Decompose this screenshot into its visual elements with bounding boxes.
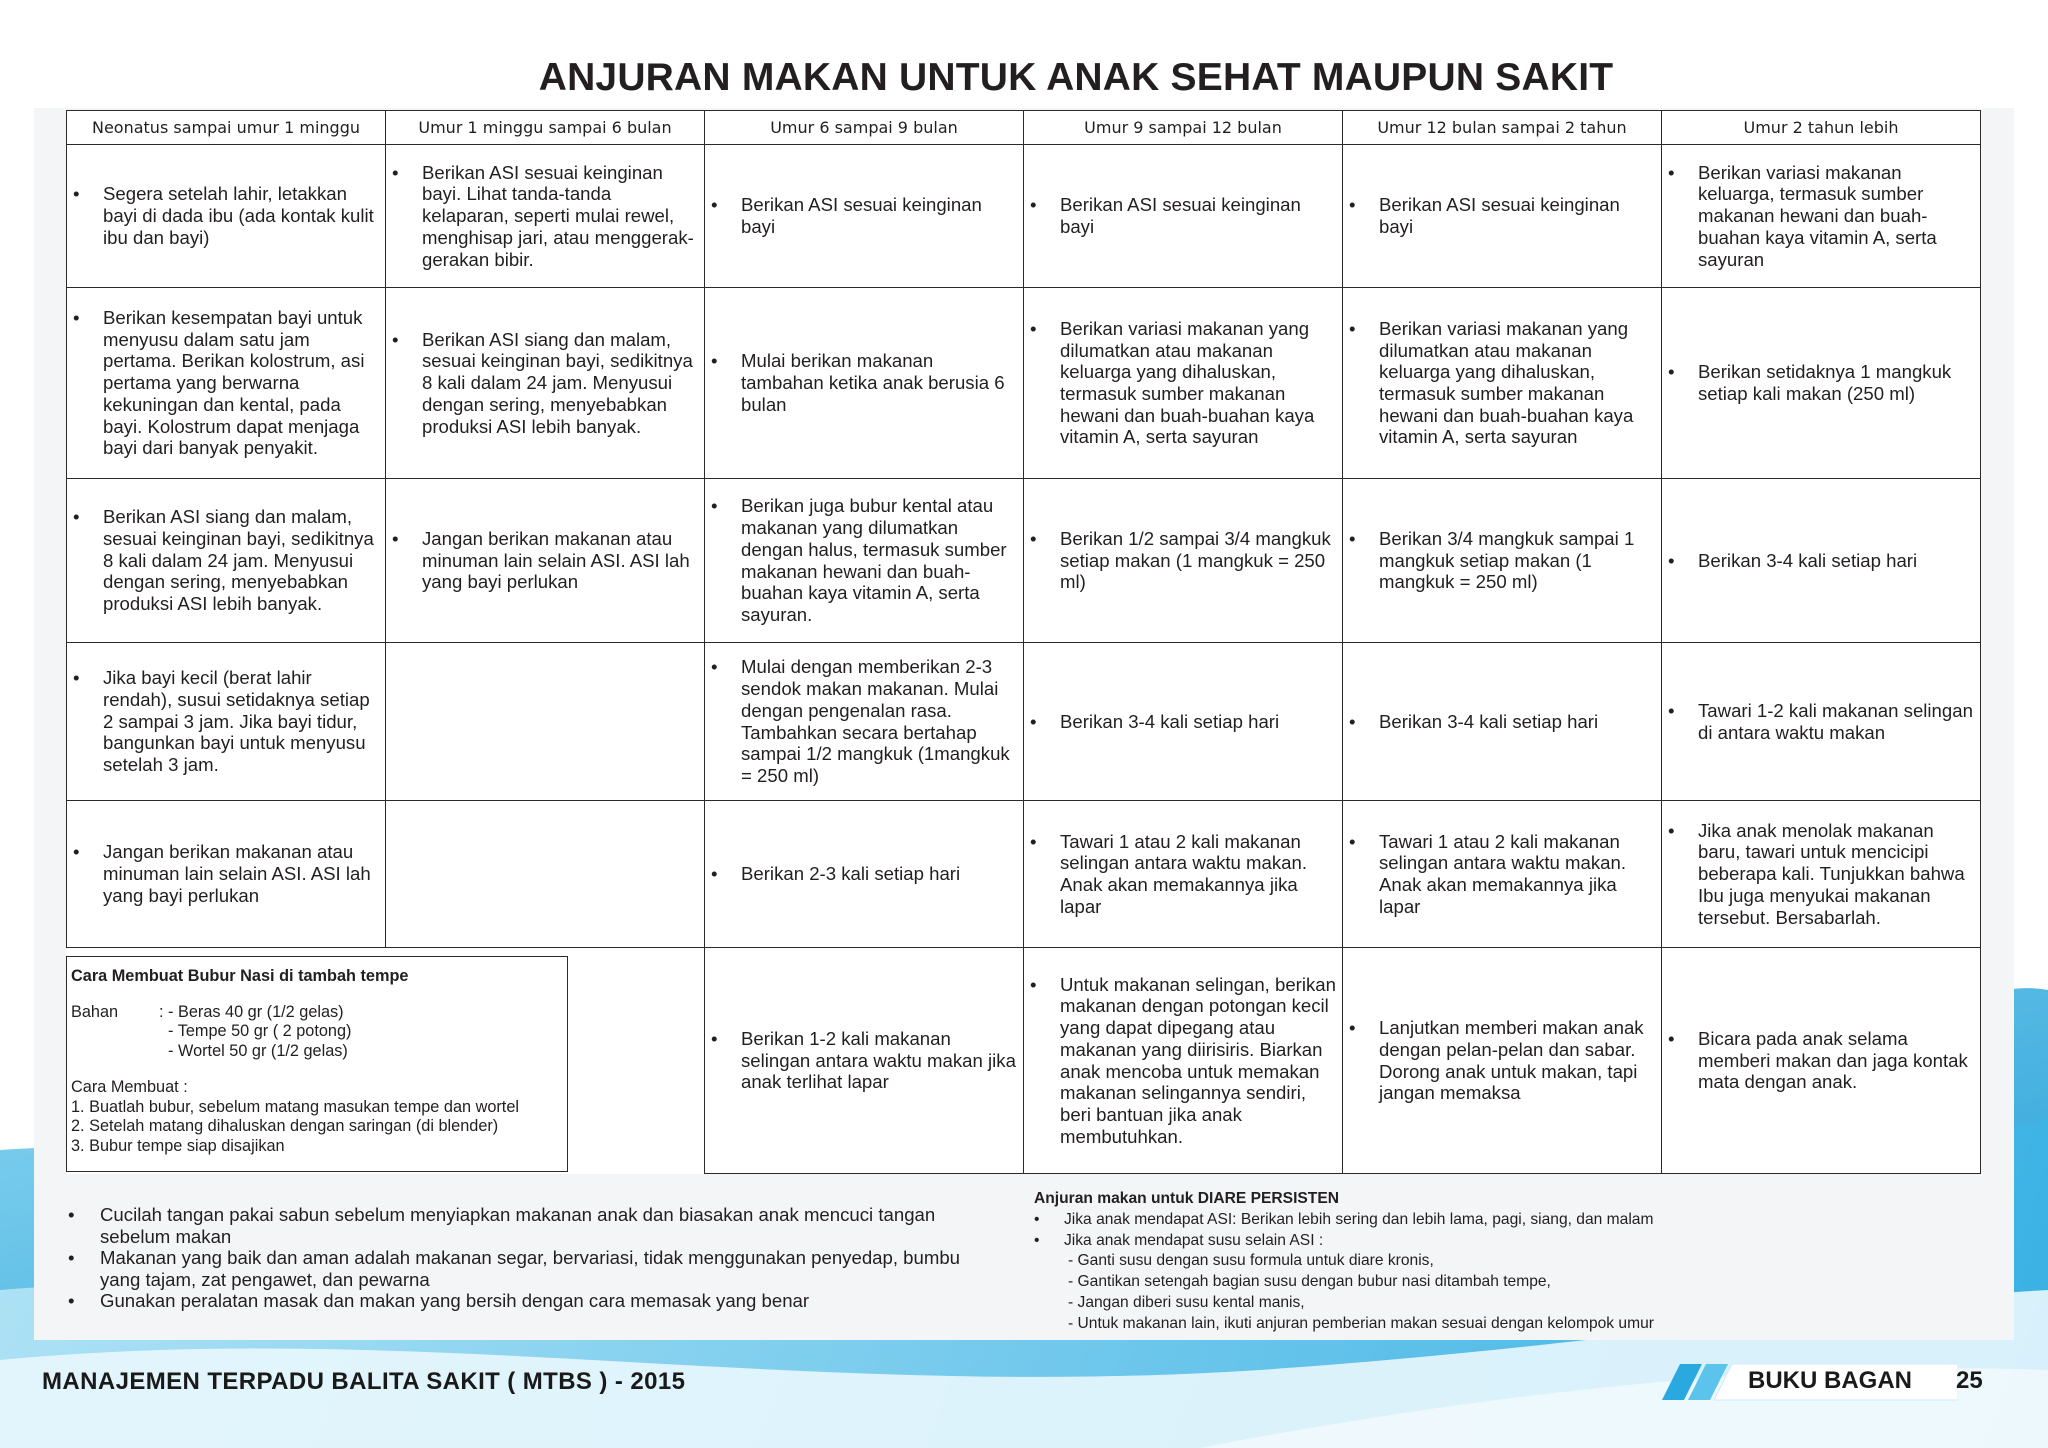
table-cell — [705, 288, 1024, 479]
note-item: • Cucilah tangan pakai sabun sebelum menyiapkan makanan anak dan biasakan anak mencuci tangan sebelum makan — [68, 1204, 968, 1247]
cell-bullet: • Berikan 1-2 kali makanan selingan antara waktu makan jika anak terlihat lapar — [711, 1028, 1019, 1093]
cell-bullet: • Berikan ASI siang dan malam, sesuai keinginan bayi, sedikitnya 8 kali dalam 24 jam. Menyusui dengan sering, menyebabkan produksi ASI lebih banyak. — [392, 329, 700, 438]
cell-bullet: • Berikan variasi makanan yang dilumatkan atau makanan keluarga yang dihaluskan, termasuk sumber makanan hewani dan buah-buahan kaya vitamin A, serta sayuran — [1349, 318, 1657, 448]
diare-persisten-section — [1034, 1189, 1784, 1335]
table-cell — [1343, 145, 1662, 288]
cell-bullet: • Jangan berikan makanan atau minuman lain selain ASI. ASI lah yang bayi perlukan — [392, 528, 700, 593]
cell-bullet: • Berikan kesempatan bayi untuk menyusu dalam satu jam pertama. Berikan kolostrum, asi pertama yang berwarna kekuningan dan kental, pada bayi. Kolostrum dapat menjaga bayi dari banyak penyakit. — [73, 307, 381, 459]
method-step: 3. Bubur tempe siap disajikan — [71, 1136, 285, 1155]
table-cell — [1024, 948, 1343, 1174]
column-header: Umur 2 tahun lebih — [1662, 111, 1981, 145]
cell-bullet: • Berikan ASI sesuai keinginan bayi. Lihat tanda-tanda kelaparan, seperti mulai rewel, menghisap jari, atau menggerak-gerakan bibir. — [392, 162, 700, 271]
page-title: ANJURAN MAKAN UNTUK ANAK SEHAT MAUPUN SAKIT — [538, 56, 1614, 99]
table-cell — [1024, 801, 1343, 948]
cell-bullet: • Berikan 1/2 sampai 3/4 mangkuk setiap makan (1 mangkuk = 250 ml) — [1030, 528, 1338, 593]
cell-bullet: • Untuk makanan selingan, berikan makanan dengan potongan kecil yang dapat dipegang atau makanan yang diirisiris. Biarkan anak mencoba untuk memakan makanan selingannya sendiri, beri bantuan jika anak membutuhkan. — [1030, 974, 1338, 1148]
recipe-ingredients — [71, 1003, 563, 1062]
method-step: 2. Setelah matang dihaluskan dengan saringan (di blender) — [71, 1117, 499, 1135]
cell-bullet: • Mulai dengan memberikan 2-3 sendok makan makanan. Mulai dengan pengenalan rasa. Tambahkan secara bertahap sampai 1/2 mangkuk (1mangkuk = 250 ml) — [711, 656, 1019, 786]
cell-bullet: • Berikan 3-4 kali setiap hari — [1349, 711, 1657, 733]
diare-title: Anjuran makan untuk DIARE PERSISTEN — [1034, 1190, 1339, 1207]
table-row — [67, 643, 1981, 801]
diare-sub-item: - Gantikan setengah bagian susu dengan bubur nasi ditambah tempe, — [1068, 1273, 1551, 1291]
table-cell-empty — [386, 801, 705, 948]
cell-bullet: • Tawari 1-2 kali makanan selingan di antara waktu makan — [1668, 700, 1976, 743]
table-cell — [67, 643, 386, 801]
table-row — [67, 479, 1981, 643]
column-header: Umur 1 minggu sampai 6 bulan — [386, 111, 705, 145]
column-header: Umur 12 bulan sampai 2 tahun — [1343, 111, 1662, 145]
note-item: • Makanan yang baik dan aman adalah makanan segar, bervariasi, tidak menggunakan penyedap, bumbu yang tajam, zat pengawet, dan pewarna — [68, 1247, 968, 1290]
table-cell — [67, 288, 386, 479]
cell-bullet: • Lanjutkan memberi makan anak dengan pelan-pelan dan sabar. Dorong anak untuk makan, tapi jangan memaksa — [1349, 1017, 1657, 1104]
table-cell — [386, 145, 705, 288]
table-cell — [386, 479, 705, 643]
table-header-row — [67, 111, 1981, 145]
table-cell — [1662, 145, 1981, 288]
badge-label: BUKU BAGAN — [1748, 1367, 1912, 1394]
diare-sub-item: - Jangan diberi susu kental manis, — [1068, 1293, 1305, 1311]
cell-bullet: • Bicara pada anak selama memberi makan dan jaga kontak mata dengan anak. — [1668, 1028, 1976, 1093]
note-item: • Gunakan peralatan masak dan makan yang bersih dengan cara memasak yang benar — [68, 1290, 968, 1312]
table-cell — [705, 948, 1024, 1174]
table-cell — [1662, 288, 1981, 479]
cell-bullet: • Jangan berikan makanan atau minuman lain selain ASI. ASI lah yang bayi perlukan — [73, 841, 381, 906]
ingredients-list — [159, 1003, 351, 1062]
table-cell — [67, 145, 386, 288]
diare-sub-item: - Ganti susu dengan susu formula untuk diare kronis, — [1068, 1252, 1434, 1270]
table-row — [67, 288, 1981, 479]
cell-bullet: • Berikan ASI sesuai keinginan bayi — [1349, 194, 1657, 237]
table-row — [67, 145, 1981, 288]
cell-bullet: • Tawari 1 atau 2 kali makanan selingan antara waktu makan. Anak akan memakannya jika lapar — [1349, 831, 1657, 918]
table-cell-empty — [386, 643, 705, 801]
table-cell — [1343, 643, 1662, 801]
cell-bullet: • Berikan ASI sesuai keinginan bayi — [711, 194, 1019, 237]
cell-bullet: • Berikan 2-3 kali setiap hari — [711, 863, 1019, 885]
table-cell — [1024, 288, 1343, 479]
cell-bullet: • Mulai berikan makanan tambahan ketika anak berusia 6 bulan — [711, 350, 1019, 415]
table-cell — [705, 801, 1024, 948]
cell-bullet: • Tawari 1 atau 2 kali makanan selingan antara waktu makan. Anak akan memakannya jika lapar — [1030, 831, 1338, 918]
ingredients-label: Bahan — [71, 1002, 119, 1021]
table-cell — [705, 145, 1024, 288]
table-cell — [67, 801, 386, 948]
table-cell — [1024, 643, 1343, 801]
table-cell — [1662, 479, 1981, 643]
table-cell — [1343, 479, 1662, 643]
cell-bullet: • Berikan variasi makanan yang dilumatkan atau makanan keluarga yang dihaluskan, termasuk sumber makanan hewani dan buah-buahan kaya vitamin A, serta sayuran — [1030, 318, 1338, 448]
table-cell — [1343, 948, 1662, 1174]
cell-bullet: • Jika bayi kecil (berat lahir rendah), susui setidaknya setiap 2 sampai 3 jam. Jika bayi tidur, bangunkan bayi untuk menyusu setelah 3 jam. — [73, 667, 381, 776]
recipe-title: Cara Membuat Bubur Nasi di tambah tempe — [71, 967, 409, 985]
column-header: Umur 6 sampai 9 bulan — [705, 111, 1024, 145]
table-row — [67, 801, 1981, 948]
table-cell — [705, 479, 1024, 643]
method-label: Cara Membuat : — [71, 1078, 188, 1096]
table-cell — [1662, 948, 1981, 1174]
cell-bullet: • Segera setelah lahir, letakkan bayi di dada ibu (ada kontak kulit ibu dan bayi) — [73, 183, 381, 248]
cell-bullet: • Berikan ASI sesuai keinginan bayi — [1030, 194, 1338, 237]
table-cell — [67, 479, 386, 643]
cell-bullet: • Berikan ASI siang dan malam, sesuai keinginan bayi, sedikitnya 8 kali dalam 24 jam. Menyusui dengan sering, menyebabkan produksi ASI lebih banyak. — [73, 506, 381, 615]
cell-bullet: • Berikan 3-4 kali setiap hari — [1030, 711, 1338, 733]
column-header: Neonatus sampai umur 1 minggu — [67, 111, 386, 145]
cell-bullet: • Berikan juga bubur kental atau makanan yang dilumatkan dengan halus, termasuk sumber makanan hewani dan buah-buahan kaya vitamin A, serta sayuran. — [711, 495, 1019, 625]
recipe-box — [66, 956, 568, 1172]
table-cell — [1662, 643, 1981, 801]
cell-bullet: • Berikan 3/4 mangkuk sampai 1 mangkuk setiap makan (1 mangkuk = 250 ml) — [1349, 528, 1657, 593]
table-cell — [705, 643, 1024, 801]
cell-bullet: • Berikan variasi makanan keluarga, termasuk sumber makanan hewani dan buah-buahan kaya vitamin A, serta sayuran — [1668, 162, 1976, 271]
diare-bullet: • Jika anak mendapat ASI: Berikan lebih sering dan lebih lama, pagi, siang, dan malam — [1034, 1210, 1784, 1231]
table-cell — [1343, 288, 1662, 479]
hygiene-notes — [68, 1204, 968, 1312]
cell-bullet: • Berikan 3-4 kali setiap hari — [1668, 550, 1976, 572]
table-cell — [1024, 479, 1343, 643]
table-cell — [1662, 801, 1981, 948]
table-cell — [1024, 145, 1343, 288]
diare-sub-item: - Untuk makanan lain, ikuti anjuran pemberian makan sesuai dengan kelompok umur — [1068, 1314, 1654, 1332]
footer-title: MANAJEMEN TERPADU BALITA SAKIT ( MTBS ) - 2015 — [42, 1368, 686, 1395]
page-number: 25 — [1956, 1367, 1983, 1394]
ingredient-item: - Tempe 50 gr ( 2 potong) — [159, 1022, 352, 1040]
table-cell — [1343, 801, 1662, 948]
cell-bullet: • Jika anak menolak makanan baru, tawari untuk mencicipi beberapa kali. Tunjukkan bahwa Ibu juga menyukai makanan tersebut. Bersabarlah. — [1668, 820, 1976, 929]
ingredient-item: : - Beras 40 gr (1/2 gelas) — [159, 1002, 344, 1021]
column-header: Umur 9 sampai 12 bulan — [1024, 111, 1343, 145]
cell-bullet: • Berikan setidaknya 1 mangkuk setiap kali makan (250 ml) — [1668, 361, 1976, 404]
diare-bullet: • Jika anak mendapat susu selain ASI : — [1034, 1231, 1784, 1252]
method-step: 1. Buatlah bubur, sebelum matang masukan tempe dan wortel — [71, 1097, 520, 1116]
ingredient-item: - Wortel 50 gr (1/2 gelas) — [159, 1041, 348, 1060]
table-cell — [386, 288, 705, 479]
